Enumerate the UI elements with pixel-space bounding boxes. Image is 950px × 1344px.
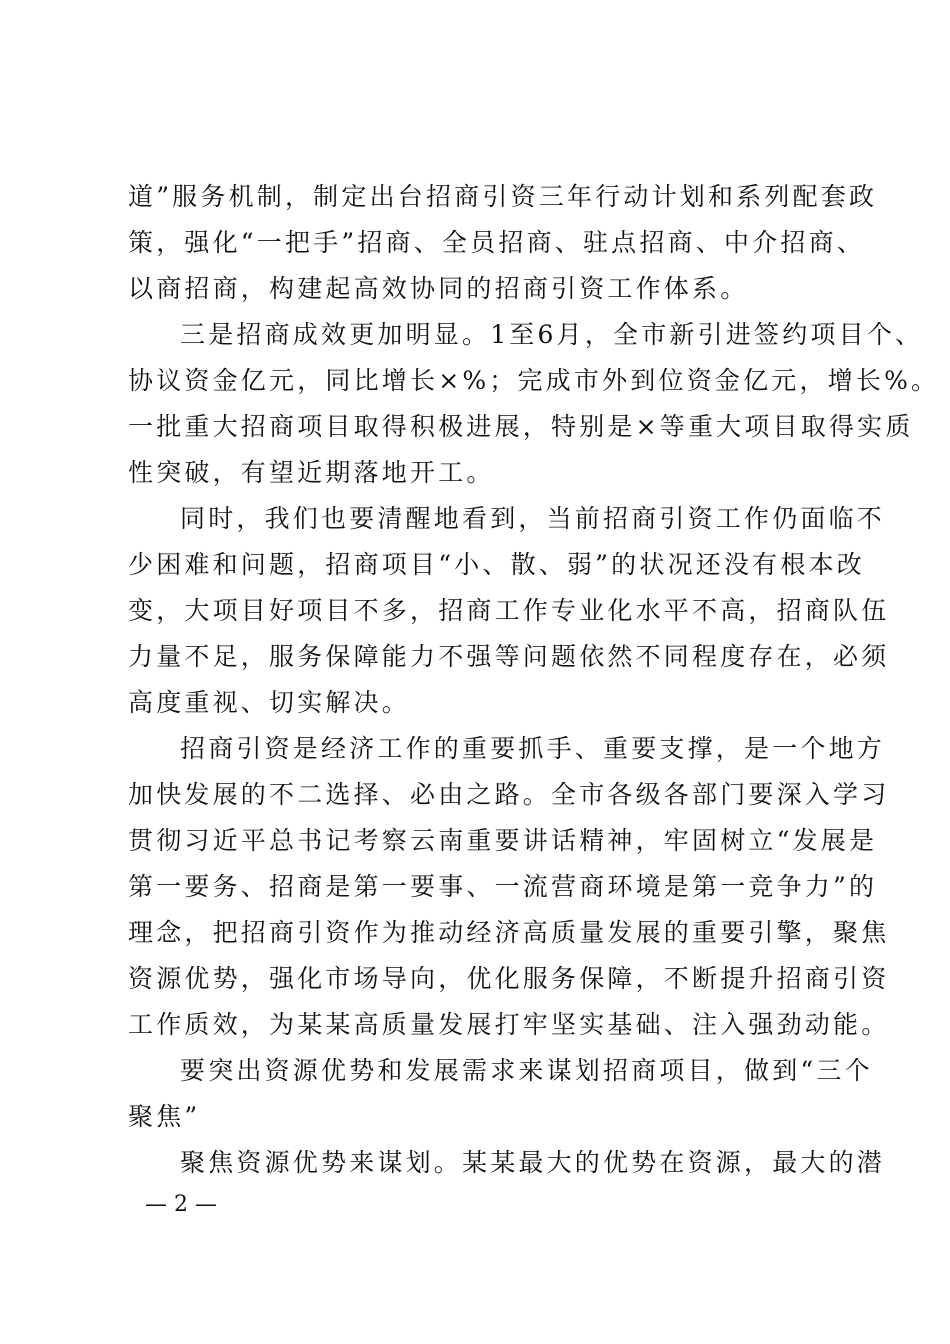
text-line: 加快发展的不二选择、必由之路。全市各级各部门要深入学习 — [128, 780, 890, 809]
text-line: 资源优势，强化市场导向，优化服务保障，不断提升招商引资 — [128, 964, 890, 993]
text-line: 道”服务机制，制定出台招商引资三年行动计划和系列配套政 — [128, 182, 878, 211]
text-line: 第一要务、招商是第一要事、一流营商环境是第一竞争力”的 — [128, 872, 878, 901]
text-line: 协议资金亿元，同比增长×%；完成市外到位资金亿元，增长%。 — [128, 366, 940, 395]
text-line: 同时，我们也要清醒地看到，当前招商引资工作仍面临不 — [180, 504, 886, 533]
text-line: 要突出资源优势和发展需求来谋划招商项目，做到“三个 — [180, 1056, 873, 1085]
text-line: 聚焦” — [128, 1102, 201, 1131]
text-line: 策，强化“一把手”招商、全员招商、驻点招商、中介招商、 — [128, 228, 865, 257]
text-line: 力量不足，服务保障能力不强等问题依然不同程度存在，必须 — [128, 642, 890, 671]
text-line: 性突破，有望近期落地开工。 — [128, 458, 495, 487]
text-line: 贯彻习近平总书记考察云南重要讲话精神，牢固树立“发展是 — [128, 826, 878, 855]
text-line: 高度重视、切实解决。 — [128, 688, 411, 717]
text-line: 以商招商，构建起高效协同的招商引资工作体系。 — [128, 274, 749, 303]
text-line: 少困难和问题，招商项目“小、散、弱”的状况还没有根本改 — [128, 550, 865, 579]
text-line: 招商引资是经济工作的重要抓手、重要支撑，是一个地方 — [180, 734, 886, 763]
text-line: 理念，把招商引资作为推动经济高质量发展的重要引擎，聚焦 — [128, 918, 890, 947]
text-line: 聚焦资源优势来谋划。某某最大的优势在资源，最大的潜 — [180, 1148, 886, 1177]
text-line: 三是招商成效更加明显。1至6月，全市新引进签约项目个、 — [180, 320, 924, 349]
text-line: 变，大项目好项目不多，招商工作专业化水平不高，招商队伍 — [128, 596, 890, 625]
page-number: — 2 — — [145, 1192, 217, 1217]
text-line: 一批重大招商项目取得积极进展，特别是×等重大项目取得实质 — [128, 412, 914, 441]
text-line: 工作质效，为某某高质量发展打牢坚实基础、注入强劲动能。 — [128, 1010, 890, 1039]
